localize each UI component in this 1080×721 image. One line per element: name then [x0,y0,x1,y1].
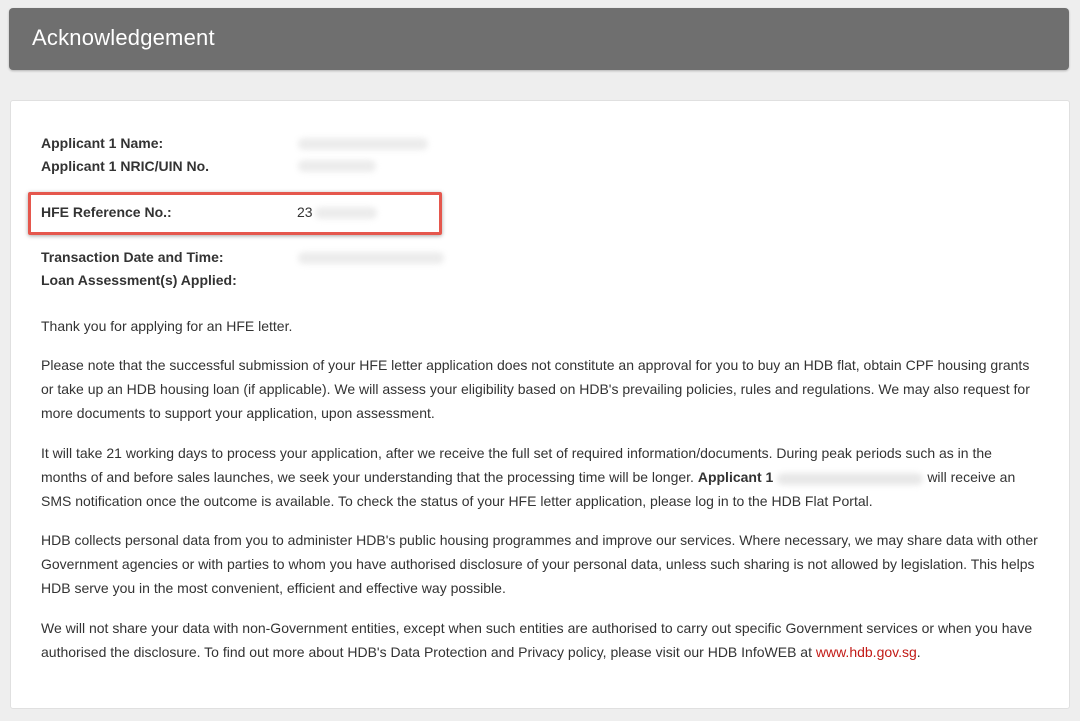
transaction-date-value-redacted [298,252,444,264]
transaction-date-label: Transaction Date and Time: [41,249,224,265]
applicant-name-value-redacted [298,138,428,150]
note-paragraph: Please note that the successful submission of your HFE letter application does not constitute an approval for you to buy an HDB flat, obtain CPF housing grants or take up an HDB housing loan (if applicable). We will assess your eligibility based on HDB's prevailing policies, rules and regulations. We may also request for more documents to support your application, upon assessment. [41,357,1030,422]
processing-text-b: will receive an SMS notification once the outcome is available. To check the status of your HFE letter application, please log in to the HDB Flat Portal. [41,469,1016,510]
processing-paragraph [41,441,1041,514]
data-collection-paragraph: HDB collects personal data from you to administer HDB's public housing programmes and improve our services. Where necessary, we may share data with other Government agencies or with parties to whom you have authorised disclosure of your personal data, unless such sharing is not allowed by legislation. This helps HDB serve you in the most convenient, efficient and effective way possible. [41,532,1038,597]
applicant-nric-label: Applicant 1 NRIC/UIN No. [41,158,210,174]
applicant-name-inline-redacted [777,473,923,485]
hfe-reference-label: HFE Reference No.: [41,204,172,220]
loan-assessment-label: Loan Assessment(s) Applied: [41,272,237,288]
acknowledgement-card [10,100,1070,709]
data-sharing-paragraph [41,616,1041,664]
data-sharing-end: . [916,644,921,661]
hdb-website-link[interactable]: www.hdb.gov.sg [815,644,917,661]
data-sharing-text: We will not share your data with non-Government entities, except when such entities are authorised to carry out specific Government services or when you have authorised the disclosure. To find out more about HDB's Data Protection and Privacy policy, please visit our HDB InfoWEB at [41,620,1033,661]
header-bar [9,8,1069,70]
hfe-reference-value-redacted [315,207,377,219]
thank-you-text: Thank you for applying for an HFE letter. [41,318,293,334]
applicant-nric-value-redacted [298,160,376,172]
processing-text-a: It will take 21 working days to process your application, after we receive the full set of required information/documents. During peak periods such as in the months of and before sales launches, we seek your understanding that the processing time will be longer. [41,445,992,486]
applicant-name-label: Applicant 1 Name: [41,135,164,151]
page-title: Acknowledgement [32,25,215,50]
hfe-reference-value: 23 [297,204,313,220]
processing-applicant-label: Applicant 1 [697,469,774,486]
